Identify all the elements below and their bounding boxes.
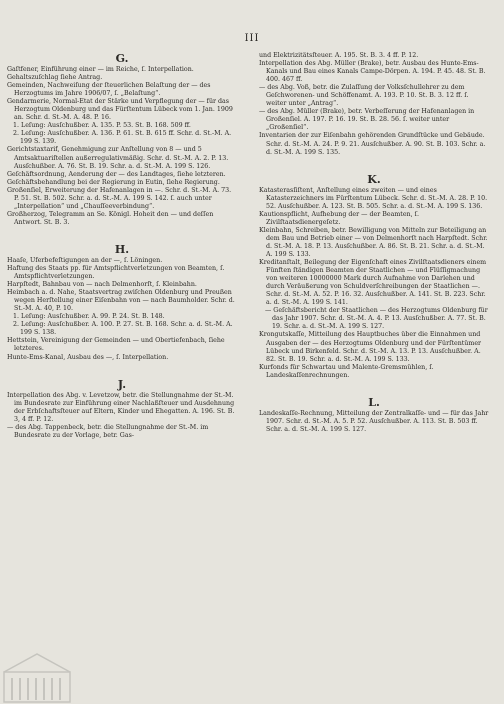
index-entry: Geſchäftsordnung, Aenderung der — des Landtages, ſiehe letzteren. <box>7 170 226 178</box>
section-spacer <box>7 362 237 378</box>
index-entry: Katasterasſiſtent, Anſtellung eines zweiten — und eines Katasterzeichners im Fürſtentum Lübeck. Schr. d. St.-M. A. 28. P. 10. 52. Ausſchußber. A. 123. St. B. 505. Schr. a. d. St.-M. A. 199 S. 136. <box>259 186 488 210</box>
index-entry: 1. Leſung: Ausſchußber. A. 99. P. 24. St. B. 148. <box>13 313 165 321</box>
index-entry: Landeskaſſe-Rechnung, Mitteilung der Zentralkaſſe- und — für das Jahr 1907. Schr. d. St.-M. A. 5. P. 52. Ausſchußber. A. 113. St. B. 503 ff. Schr. a. d. St.-M. A. 199 S. 127. <box>259 409 489 433</box>
index-entry: Gehaltszuſchlag ſiehe Antrag. <box>7 74 103 82</box>
index-entry: 2. Leſung: Ausſchußber. A. 136. P. 61. St. B. 615 ff. Schr. d. St.-M. A. 199 S. 139. <box>13 130 232 146</box>
section-heading: G. <box>115 52 129 65</box>
index-entry: Interpellation des Abg. Müller (Brake), betr. Ausbau des Hunte-Ems-Kanals und Bau eines Kanals Campe-Dörpen. A. 194. P. 45. 48. St. B. 400. 467 ff. <box>259 60 486 84</box>
index-entry: Interpellation des Abg. v. Levetzow, betr. die Stellungnahme der St.-M. im Bundesrate zur Einführung einer Nachlaßſteuer und Ausdehnung der Erbſchaftsſteuer auf Eltern, Kinder und Ehegatten. A. 196. St. B. 3, 4 ff. P. 12. <box>7 391 235 423</box>
index-entry: Geſchäftsbehandlung bei der Regierung in Eutin, ſiehe Regierung. <box>7 178 220 186</box>
index-entry: Gemeinden, Nachweiſung der ſteuerlichen Belaſtung der — des Herzogtums im Jahre 1906/07, ſ. „Belaſtung“. <box>7 82 211 98</box>
index-entry: Großenſiel, Erweiterung der Hafenanlagen in —. Schr. d. St.-M. A. 73. P. 51. St. B. 502. Schr. a. d. St.-M. A. 199 S. 142. ſ. auch unter „Interpellation“ und „Chauſſeeverbindung“. <box>7 186 232 210</box>
index-entry: Haftung des Staats pp. für Amtspflichtverletzungen von Beamten, ſ. Amtspflichtverletzungen. <box>7 264 225 281</box>
index-entry: Kleinbahn, Schreiben, betr. Bewilligung von Mitteln zur Beteiligung an dem Bau und Betrieb einer — von Delmenhorſt nach Harpſtedt. Schr. d. St.-M. A. 18. P. 13. Ausſchußber. A. 86. St. B. 21. Schr. a. d. St.-M. A. 199 S. 133. <box>259 226 488 258</box>
index-entry: Inventarien der zur Eiſenbahn gehörenden Grundſtücke und Gebäude. Schr. d. St.-M. A. 24. P. 9. 21. Ausſchußber. A. 90. St. B. 103. Schr. a. d. St.-M. A. 199 S. 135. <box>259 132 486 156</box>
index-entry: und Elektrizitätsſteuer. A. 195. St. B. 3. 4 ff. P. 12. <box>259 52 419 59</box>
section-heading: K. <box>367 172 381 186</box>
library-stamp-graphic <box>0 648 74 704</box>
index-entry: Heimbach a. d. Nahe, Staatsvertrag zwiſchen Oldenburg und Preußen wegen Herſtellung einer Eiſenbahn von — nach Baumholder. Schr. d. St.-M. A. 40, P. 10. <box>7 289 235 313</box>
index-entry: Kurfonds für Schwartau und Malente-Gremsmühlen, ſ. Landeskaſſenrechnungen. <box>259 363 434 379</box>
right-column <box>259 52 489 434</box>
index-entry: Kautionspflicht, Aufhebung der — der Beamten, ſ. Zivilſtaatsdienergeſetz. <box>259 210 419 226</box>
index-entry: Harpſtedt, Bahnbau von — nach Delmenhorſt, ſ. Kleinbahn. <box>7 281 197 289</box>
index-entry: Hunte-Ems-Kanal, Ausbau des —, ſ. Interpellation. <box>7 353 169 361</box>
index-entry: Großherzog, Telegramm an Se. Königl. Hoheit den — und deſſen Antwort. St. B. 3. <box>7 210 214 226</box>
index-entry: Hettstein, Vereinigung der Gemeinden — und Obertiefenbach, ſiehe letzteres. <box>7 337 225 353</box>
index-entry: 2. Leſung: Ausſchußber. A. 100. P. 27. St. B. 168. Schr. a. d. St.-M. A. 199 S. 138. <box>13 321 233 337</box>
index-entry: — des Abg. Tappenbeck, betr. die Stellungnahme der St.-M. im Bundesrate zu der Vorlage, betr. Gas- <box>7 423 209 439</box>
left-column <box>7 52 237 440</box>
section-spacer <box>259 380 489 396</box>
section-spacer <box>259 157 489 173</box>
index-entry: Gerichtstaxtarif, Genehmigung zur Anſtellung von 8 — und 5 Amtsaktuariſtellen außerregulativmäßig. Schr. d. St.-M. A. 2. P. 13. Ausſchußber. A. 76. St. B. 19. Schr. a. d. St.-M. A. 199 S. 126. <box>7 146 229 170</box>
section-heading: L. <box>368 395 380 409</box>
index-entry: Kreditanſtalt, Beilegung der Eigenſchaft eines Zivilſtaatsdieners einem Fünften ſtändigen Beamten der Staatlichen — und Flüſſigmachung von weiteren 10000000 Mark durch Aufnahme von Darlehen und durch Veräußerung von Schuldverſchreibungen der Staatlichen —. Schr. d. St.-M. A. 52. P. 16. 32. Ausſchußber. A. 141. St. B. 223. Schr. a. d. St.-M. A. 199 S. 141. <box>259 259 487 307</box>
section-heading: H. <box>114 242 130 256</box>
section-spacer <box>7 227 237 243</box>
index-entry: Krongutskaſſe, Mitteilung des Hauptbuches über die Einnahmen und Ausgaben der — des Herzogtums Oldenburg und der Fürſtentümer Lübeck und Birkenfeld. Schr. d. St.-M. A. 13. P. 13. Ausſchußber. A. 82. St. B. 19. Schr. a. d. St.-M. A. 199 S. 133. <box>259 331 482 363</box>
index-entry: Haaſe, Uferbefeſtigungen an der —, ſ. Löningen. <box>7 256 163 264</box>
page-number: III <box>244 33 260 44</box>
index-entry: — des Abg. Müller (Brake), betr. Verbeſſerung der Hafenanlagen in Großenſiel. A. 197. P. 16. 19. St. B. 28. 56. ſ. weiter unter „Großenſiel“. <box>259 108 475 132</box>
index-entry: Gendarmerie, Normal-Etat der Stärke und Verpflegung der — für das Herzogtum Oldenburg und das Fürſtentum Lübeck vom 1. Jan. 1909 an. Schr. d. St.-M. A. 48. P. 16. <box>7 98 233 122</box>
index-entry: 1. Leſung: Ausſchußber. A. 135. P. 53. St. B. 168. 509 ff. <box>13 122 191 130</box>
section-heading: J. <box>117 377 127 391</box>
index-entry: — Geſchäftsbericht der Staatlichen — des Herzogtums Oldenburg für das Jahr 1907. Schr. d. St.-M. A. 4. P. 13. Ausſchußber. A. 77. St. B. 19. Schr. a. d. St.-M. A. 199 S. 127. <box>265 307 488 331</box>
index-entry: Gaſtfener, Einführung einer — im Reiche, ſ. Interpellation. <box>7 66 194 73</box>
index-entry: — des Abg. Voß, betr. die Zulaſſung der Volksſchullehrer zu dem Geſchworenen- und Schöffenamt. A. 193. P. 10. St. B. 3. 12 ff. ſ. weiter unter „Antrag“. <box>259 84 469 108</box>
